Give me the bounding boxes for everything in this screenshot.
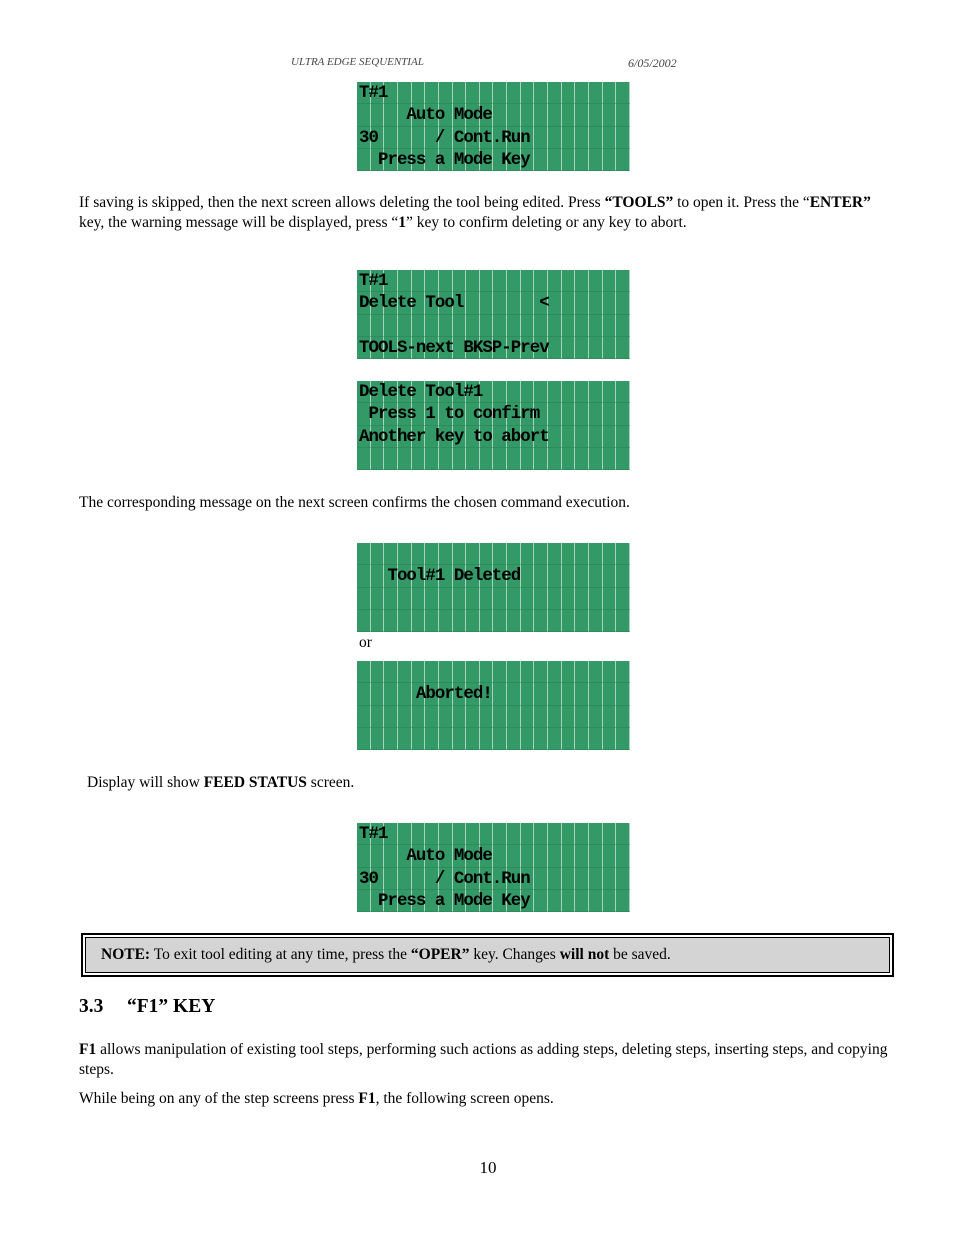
lcd-cell <box>562 337 576 359</box>
lcd-display-auto-mode <box>357 82 630 171</box>
lcd-cell <box>616 706 630 728</box>
lcd-cell <box>534 104 548 126</box>
lcd-cell <box>575 565 589 587</box>
section-number: 3.3 <box>79 996 104 1017</box>
bold-text: will not <box>559 946 610 963</box>
lcd-line <box>359 611 520 632</box>
lcd-line: 30 / Cont.Run <box>359 128 530 148</box>
lcd-line: T#1 <box>359 825 388 844</box>
lcd-cell <box>616 543 630 565</box>
lcd-cell <box>521 588 535 610</box>
lcd-cell <box>562 426 576 448</box>
lcd-cell <box>562 728 576 750</box>
lcd-line <box>359 662 492 684</box>
lcd-cell <box>616 426 630 448</box>
lcd-cell <box>534 127 548 149</box>
lcd-line: T#1 <box>359 272 388 291</box>
lcd-cell <box>575 588 589 610</box>
lcd-cell <box>575 149 589 171</box>
lcd-line: Another key to abort <box>359 427 549 447</box>
note-text <box>101 946 671 964</box>
lcd-cell <box>521 610 535 632</box>
text: key. Changes <box>469 946 560 963</box>
lcd-cell <box>603 845 617 867</box>
lcd-cell <box>575 292 589 314</box>
lcd-cell <box>507 683 521 705</box>
lcd-cell <box>562 565 576 587</box>
lcd-cell <box>562 82 576 104</box>
lcd-cell <box>534 149 548 171</box>
lcd-line: Delete Tool#1 <box>359 383 483 402</box>
lcd-cell <box>562 823 576 845</box>
lcd-cell <box>521 706 535 728</box>
lcd-cell <box>589 448 603 470</box>
text: screen. <box>306 774 355 791</box>
lcd-cell <box>548 292 562 314</box>
lcd-cell <box>534 845 548 867</box>
lcd-cell <box>548 610 562 632</box>
lcd-cell <box>548 868 562 890</box>
lcd-cell <box>548 565 562 587</box>
lcd-lines <box>359 271 549 359</box>
lcd-cell <box>616 315 630 337</box>
lcd-cell <box>589 292 603 314</box>
lcd-cell <box>507 661 521 683</box>
lcd-cell <box>493 661 507 683</box>
lcd-cell <box>548 337 562 359</box>
lcd-cell <box>616 610 630 632</box>
lcd-cell <box>548 381 562 403</box>
lcd-cell <box>589 890 603 912</box>
lcd-line: Aborted! <box>359 685 492 705</box>
lcd-line: T#1 <box>359 84 388 103</box>
lcd-cell <box>562 448 576 470</box>
lcd-cell <box>575 823 589 845</box>
lcd-lines <box>359 824 530 912</box>
lcd-cell <box>589 543 603 565</box>
lcd-cell <box>548 845 562 867</box>
paragraph-f1-opens <box>79 1089 894 1109</box>
lcd-cell <box>616 381 630 403</box>
lcd-cell <box>616 845 630 867</box>
lcd-lines <box>359 382 549 470</box>
lcd-cell <box>548 315 562 337</box>
lcd-cell <box>575 543 589 565</box>
lcd-cell <box>562 683 576 705</box>
lcd-line: Press a Mode Key <box>359 891 530 911</box>
lcd-cell <box>493 706 507 728</box>
lcd-cell <box>616 82 630 104</box>
lcd-cell <box>575 728 589 750</box>
text: While being on any of the step screens press <box>79 1090 359 1107</box>
lcd-cell <box>562 381 576 403</box>
lcd-cell <box>603 706 617 728</box>
lcd-cell <box>548 448 562 470</box>
lcd-cell <box>603 448 617 470</box>
lcd-cell <box>507 728 521 750</box>
lcd-cell <box>562 149 576 171</box>
lcd-cell <box>534 610 548 632</box>
lcd-cell <box>534 868 548 890</box>
lcd-cell <box>589 82 603 104</box>
lcd-lines <box>359 83 530 171</box>
lcd-cell <box>589 661 603 683</box>
lcd-cell <box>603 683 617 705</box>
text: allows manipulation of existing tool steps, performing such actions as adding steps, deleting steps, inserting steps, and copying steps. <box>79 1041 888 1078</box>
lcd-lines <box>359 662 492 750</box>
lcd-cell <box>548 706 562 728</box>
lcd-cell <box>616 868 630 890</box>
lcd-cell <box>548 270 562 292</box>
lcd-cell <box>603 868 617 890</box>
lcd-cell <box>603 890 617 912</box>
lcd-cell <box>603 104 617 126</box>
lcd-cell <box>575 82 589 104</box>
lcd-cell <box>575 845 589 867</box>
lcd-cell <box>575 448 589 470</box>
lcd-display-aborted <box>357 661 630 750</box>
lcd-cell <box>521 728 535 750</box>
section-title: “F1” KEY <box>127 996 216 1017</box>
lcd-cell <box>534 683 548 705</box>
lcd-cell <box>562 845 576 867</box>
lcd-cell <box>603 610 617 632</box>
lcd-cell <box>562 868 576 890</box>
lcd-cell <box>562 292 576 314</box>
lcd-cell <box>603 588 617 610</box>
lcd-cell <box>589 315 603 337</box>
lcd-cell <box>548 728 562 750</box>
lcd-cell <box>562 315 576 337</box>
lcd-cell <box>534 543 548 565</box>
lcd-cell <box>616 149 630 171</box>
lcd-cell <box>589 426 603 448</box>
lcd-cell <box>575 403 589 425</box>
lcd-cell <box>548 683 562 705</box>
lcd-line: Press a Mode Key <box>359 150 530 170</box>
lcd-lines <box>359 544 520 632</box>
text: key, the warning message will be displayed, press “ <box>79 214 399 231</box>
lcd-cell <box>562 661 576 683</box>
lcd-cell <box>562 890 576 912</box>
lcd-cell <box>534 728 548 750</box>
lcd-cell <box>548 588 562 610</box>
lcd-cell <box>548 661 562 683</box>
lcd-cell <box>603 127 617 149</box>
lcd-cell <box>534 588 548 610</box>
lcd-cell <box>603 315 617 337</box>
lcd-cell <box>616 270 630 292</box>
lcd-cell <box>589 337 603 359</box>
lcd-cell <box>603 82 617 104</box>
lcd-cell <box>548 149 562 171</box>
lcd-cell <box>562 706 576 728</box>
lcd-cell <box>603 270 617 292</box>
lcd-cell <box>493 683 507 705</box>
note-box <box>81 933 894 977</box>
text: , the following screen opens. <box>375 1090 554 1107</box>
lcd-display-tool-deleted <box>357 543 630 632</box>
lcd-line <box>359 316 549 338</box>
lcd-cell <box>603 543 617 565</box>
lcd-cell <box>616 403 630 425</box>
lcd-line: Auto Mode <box>359 847 492 867</box>
lcd-line: Tool#1 Deleted <box>359 567 521 587</box>
lcd-cell <box>534 661 548 683</box>
lcd-cell <box>575 706 589 728</box>
lcd-cell <box>562 127 576 149</box>
text: If saving is skipped, then the next screen allows deleting the tool being edited. Press <box>79 194 605 211</box>
lcd-cell <box>603 149 617 171</box>
section-heading <box>79 996 215 1018</box>
bold-text: “OPER” <box>410 946 470 963</box>
paragraph-feed-status <box>87 773 902 793</box>
text: To exit tool editing at any time, press the <box>150 946 411 963</box>
lcd-cell <box>616 683 630 705</box>
lcd-cell <box>616 890 630 912</box>
lcd-cell <box>589 127 603 149</box>
lcd-line <box>359 544 520 566</box>
lcd-cell <box>589 610 603 632</box>
lcd-cell <box>548 823 562 845</box>
lcd-cell <box>589 845 603 867</box>
lcd-cell <box>616 565 630 587</box>
lcd-cell <box>548 104 562 126</box>
lcd-cell <box>603 337 617 359</box>
lcd-cell <box>548 82 562 104</box>
text: to open it. Press the “ <box>673 194 810 211</box>
bold-text: FEED STATUS <box>203 774 307 791</box>
note-label: NOTE: <box>101 946 151 963</box>
lcd-cell <box>534 82 548 104</box>
or-text: or <box>359 634 372 651</box>
lcd-cell <box>521 565 535 587</box>
lcd-cell <box>575 661 589 683</box>
lcd-cell <box>548 127 562 149</box>
text: ” key to confirm deleting or any key to abort. <box>406 214 687 231</box>
lcd-line: Delete Tool < <box>359 294 549 314</box>
lcd-cell <box>575 270 589 292</box>
lcd-cell <box>575 315 589 337</box>
lcd-cell <box>562 610 576 632</box>
lcd-cell <box>603 661 617 683</box>
lcd-cell <box>562 588 576 610</box>
lcd-cell <box>589 588 603 610</box>
lcd-cell <box>603 403 617 425</box>
lcd-cell <box>589 683 603 705</box>
lcd-cell <box>603 728 617 750</box>
header-doc-title: ULTRA EDGE SEQUENTIAL <box>291 56 424 68</box>
lcd-cell <box>589 403 603 425</box>
lcd-cell <box>534 706 548 728</box>
lcd-cell <box>562 270 576 292</box>
lcd-cell <box>575 381 589 403</box>
bold-text: F1 <box>358 1090 376 1107</box>
lcd-display-auto-mode-2 <box>357 823 630 912</box>
lcd-cell <box>521 661 535 683</box>
lcd-cell <box>589 823 603 845</box>
lcd-cell <box>616 448 630 470</box>
bold-text: ENTER” <box>809 194 871 211</box>
lcd-cell <box>589 381 603 403</box>
lcd-line <box>359 729 492 750</box>
header-date: 6/05/2002 <box>628 56 677 70</box>
lcd-cell <box>616 292 630 314</box>
lcd-cell <box>575 683 589 705</box>
lcd-cell <box>575 104 589 126</box>
bold-text: “TOOLS” <box>604 194 674 211</box>
paragraph-confirmation: The corresponding message on the next screen confirms the chosen command execution. <box>79 494 630 511</box>
lcd-cell <box>575 426 589 448</box>
lcd-cell <box>616 127 630 149</box>
lcd-cell <box>616 337 630 359</box>
lcd-line: TOOLS-next BKSP-Prev <box>359 338 549 358</box>
lcd-cell <box>493 728 507 750</box>
lcd-cell <box>603 426 617 448</box>
lcd-display-delete-tool <box>357 270 630 359</box>
lcd-line: Auto Mode <box>359 106 492 126</box>
lcd-cell <box>589 565 603 587</box>
lcd-cell <box>575 610 589 632</box>
lcd-cell <box>603 565 617 587</box>
page-number: 10 <box>479 1158 497 1177</box>
bold-text: F1 <box>79 1041 97 1058</box>
lcd-cell <box>562 104 576 126</box>
text: Display will show <box>87 774 204 791</box>
lcd-cell <box>589 868 603 890</box>
lcd-cell <box>603 381 617 403</box>
lcd-cell <box>548 890 562 912</box>
lcd-cell <box>575 868 589 890</box>
lcd-cell <box>575 337 589 359</box>
lcd-cell <box>548 403 562 425</box>
lcd-cell <box>534 823 548 845</box>
lcd-cell <box>616 728 630 750</box>
lcd-cell <box>521 543 535 565</box>
lcd-cell <box>616 661 630 683</box>
lcd-cell <box>562 403 576 425</box>
text: be saved. <box>609 946 671 963</box>
lcd-display-delete-confirm <box>357 381 630 470</box>
lcd-cell <box>562 543 576 565</box>
lcd-cell <box>507 706 521 728</box>
bold-text: 1 <box>398 214 406 231</box>
lcd-cell <box>534 565 548 587</box>
paragraph-delete-intro <box>79 193 894 233</box>
lcd-cell <box>589 270 603 292</box>
lcd-line <box>359 449 549 470</box>
lcd-line <box>359 589 520 611</box>
lcd-cell <box>575 890 589 912</box>
lcd-line: Press 1 to confirm <box>359 405 540 425</box>
lcd-cell <box>589 706 603 728</box>
paragraph-f1-description <box>79 1040 894 1080</box>
lcd-cell <box>603 292 617 314</box>
lcd-cell <box>616 823 630 845</box>
lcd-cell <box>589 728 603 750</box>
lcd-cell <box>548 426 562 448</box>
lcd-cell <box>548 543 562 565</box>
lcd-cell <box>534 890 548 912</box>
lcd-cell <box>589 149 603 171</box>
lcd-line: 30 / Cont.Run <box>359 869 530 889</box>
lcd-cell <box>575 127 589 149</box>
lcd-cell <box>603 823 617 845</box>
lcd-line <box>359 707 492 729</box>
lcd-cell <box>521 683 535 705</box>
lcd-cell <box>616 104 630 126</box>
lcd-cell <box>589 104 603 126</box>
lcd-cell <box>616 588 630 610</box>
